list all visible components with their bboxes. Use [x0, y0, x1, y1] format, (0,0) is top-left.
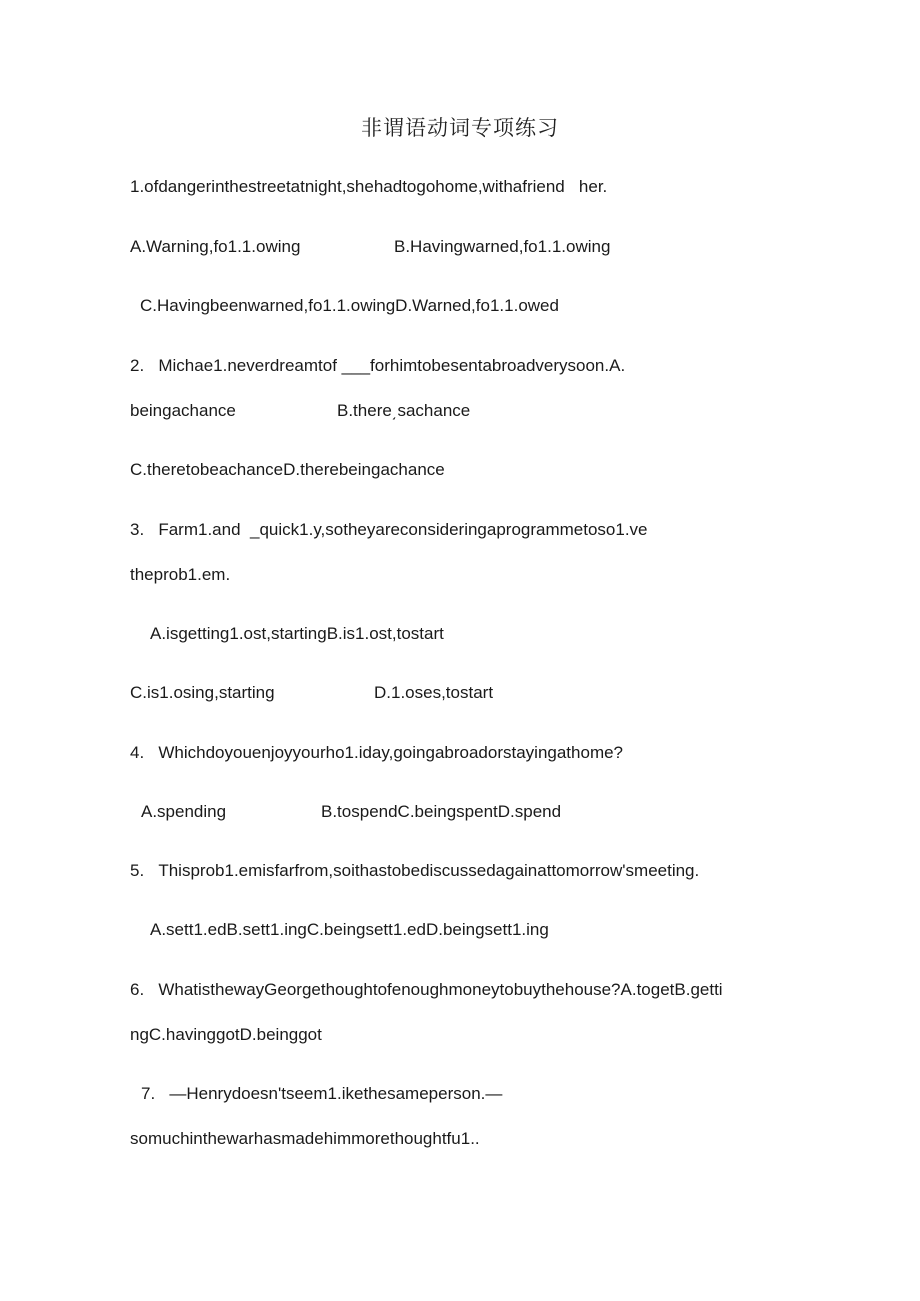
question-6-stem-continued: ngC.havinggotD.beinggot — [130, 1025, 322, 1044]
question-3-options-row-2 — [130, 682, 890, 704]
option-d: D.1.oses,tostart — [374, 683, 494, 702]
question-3-stem-continued: theprob1.em. — [130, 565, 231, 584]
question-4-stem: 4. Whichdoyouenjoyyourho1.iday,goingabroadorstayingathome? — [130, 743, 624, 762]
option-a: A.Warning,fo1.1.owing — [130, 237, 301, 256]
question-1-options-row-2: C.Havingbeenwarned,fo1.1.owingD.Warned,fo1.1.owed — [140, 296, 559, 315]
question-2-options-row-2: C.theretobeachanceD.therebeingachance — [130, 460, 445, 479]
question-7-stem-continued: somuchinthewarhasmadehimmorethoughtfu1.. — [130, 1129, 480, 1148]
option-c: C.is1.osing,starting — [130, 683, 275, 702]
question-7-stem: 7. —Henrydoesn'tseem1.ikethesameperson.— — [141, 1084, 503, 1103]
option-a: beingachance — [130, 401, 236, 420]
option-a: A.spending — [141, 802, 227, 821]
question-2-options-row-1 — [130, 400, 890, 422]
question-6-stem: 6. WhatisthewayGeorgethoughtofenoughmoneytobuythehouse?A.togetB.getti — [130, 980, 723, 999]
question-5-stem: 5. Thisprob1.emisfarfrom,soithastobediscussedagainattomorrow'smeeting. — [130, 861, 700, 880]
question-1-stem: 1.ofdangerinthestreetatnight,shehadtogohome,withafriend her. — [130, 177, 608, 196]
question-1-options-row-1 — [130, 236, 890, 258]
question-3-stem: 3. Farm1.and _quick1.y,sotheyareconsideringaprogrammetoso1.ve — [130, 520, 648, 539]
question-4-options — [141, 801, 901, 823]
option-b-c-d: B.tospendC.beingspentD.spend — [321, 802, 562, 821]
question-3-options-row-1: A.isgetting1.ost,startingB.is1.ost,tostart — [150, 624, 444, 643]
option-b: B.Havingwarned,fo1.1.owing — [394, 237, 611, 256]
question-2-stem: 2. Michae1.neverdreamtof ___forhimtobesentabroadverysoon.A. — [130, 356, 626, 375]
question-5-options: A.sett1.edB.sett1.ingC.beingsett1.edD.beingsett1.ing — [150, 920, 549, 939]
page-title: 非谓语动词专项练习 — [361, 116, 559, 140]
option-b: B.there͵sachance — [337, 401, 471, 420]
